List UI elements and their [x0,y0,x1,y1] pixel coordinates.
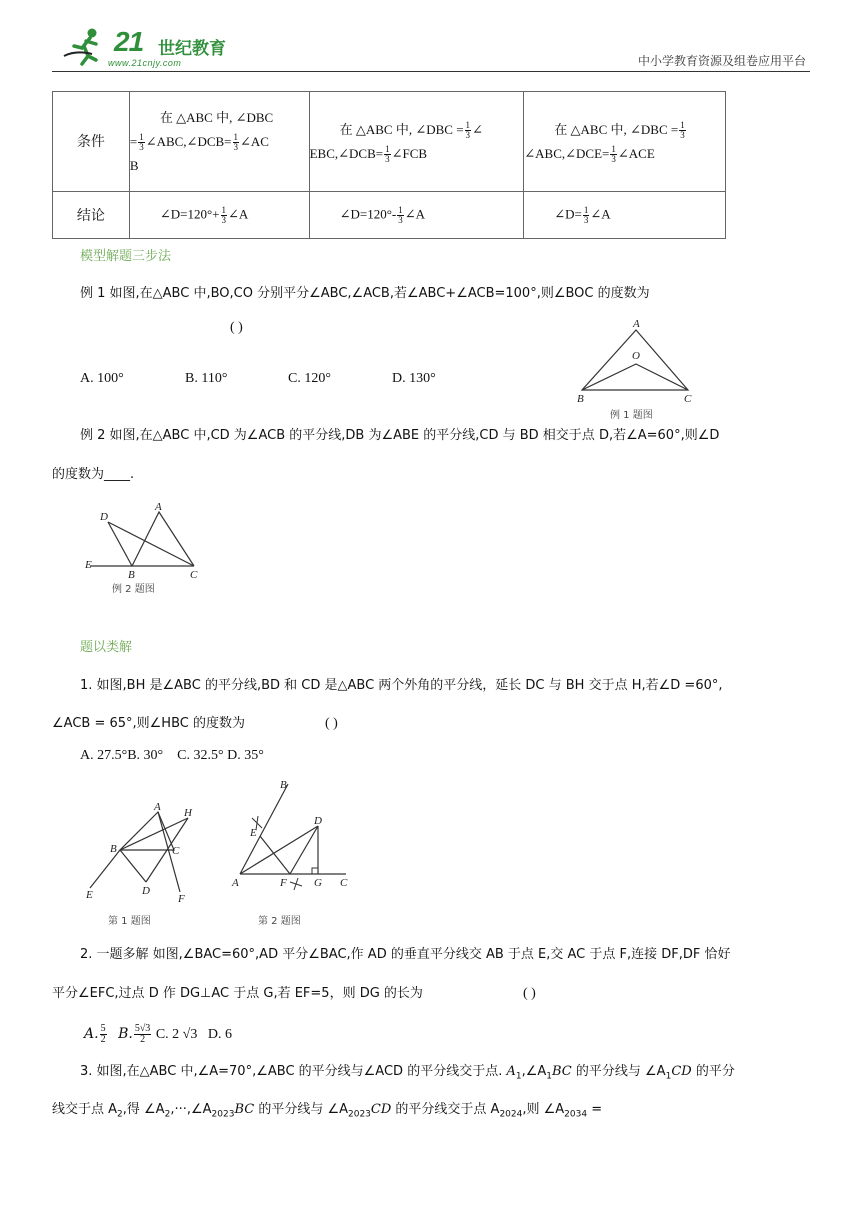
cond1-line2: = $\frac{1}{3}$ ∠ABC,∠DCB= $\frac{1}{3}$ ∠AC [129,132,269,153]
q2fig-label-a: A [232,877,239,889]
table-row-conclusion [53,192,726,239]
q1fig-caption: 第 1 题图 [108,916,151,927]
example2-line2: 的度数为____. [52,467,135,482]
q2fig-label-e: E [250,827,257,839]
q1fig-label-c: C [172,845,180,857]
section-title-model: 模型解题三步法 [80,249,172,264]
fig1-label-a: A [633,318,640,330]
q2fig-label-b: B [280,779,287,791]
cond2-line2: EBC,∠DCB= $\frac{1}{3}$ ∠FCB [309,144,428,165]
question1-paren: ( ) [325,716,338,731]
example1-option-a: A. 100° [80,371,124,386]
q2fig-label-d: D [314,815,322,827]
model-table [52,91,726,239]
fig2-label-a: A [155,501,162,513]
question1-line1: 1. 如图,BH 是∠ABC 的平分线,BD 和 CD 是△ABC 两个外角的平分线，延长 DC 与 BH 交于点 H,若∠D =60°, [80,678,723,693]
condition-cell-3 [524,92,726,192]
platform-name: 中小学教育资源及组卷应用平台 [637,54,806,68]
question1-options: A. 27.5°B. 30° C. 32.5° D. 35° [80,748,264,763]
q1fig-label-d: D [142,885,150,897]
condition-cell-1 [129,92,309,192]
q1fig-label-b: B [110,843,117,855]
row-label-conclusion: 结论 [53,192,130,239]
logo-number: 21 [114,26,144,57]
q1fig-label-f: F [178,893,185,905]
example2-line1: 例 2 如图,在△ABC 中,CD 为∠ACB 的平分线,DB 为∠ABE 的平分线,CD 与 BD 相交于点 D,若∠A=60°,则∠D [80,428,720,443]
example1-option-b: B. 110° [185,371,228,386]
q1fig-label-h: H [184,807,192,819]
question2-paren: ( ) [523,986,536,1001]
q1fig-label-a: A [154,801,161,813]
logo-text: 世纪教育 [158,39,226,59]
logo [62,26,262,68]
cond1-line3: B [129,157,139,173]
q2fig-caption: 第 2 题图 [258,916,301,927]
row-label-condition: 条件 [53,92,130,192]
conclusion-cell-2: ∠D=120°- $\frac{1}{3}$ ∠A [309,192,524,239]
example1-option-d: D. 130° [392,371,436,386]
fig2-label-d: D [100,511,108,523]
table-row-condition [53,92,726,192]
q2fig-label-c: C [340,877,348,889]
fig2-label-c: C [190,569,198,581]
question3-line1: 3. 如图,在△ABC 中,∠A=70°,∠ABC 的平分线与∠ACD 的平分线交于点. $A_1,\angle A_1BC$ 的平分线与 $\angle A_1CD$ 的平分 [80,1064,735,1082]
example1-paren: ( ) [230,320,243,335]
question2-line1: 2. 一题多解 如图,∠BAC=60°,AD 平分∠BAC,作 AD 的垂直平分线交 AB 于点 E,交 AC 于点 F,连接 DF,DF 恰好 [80,947,731,962]
cond3-line2: ∠ABC,∠DCE= $\frac{1}{3}$ ∠ACE [524,144,655,165]
fig2-label-b: B [128,569,135,581]
question1-line2: ∠ACB = 65°,则∠HBC 的度数为 [52,716,245,731]
q1fig-label-e: E [86,889,93,901]
example1-text: 例 1 如图,在△ABC 中,BO,CO 分别平分∠ABC,∠ACB,若∠ABC+∠ACB=100°,则∠BOC 的度数为 [80,286,650,301]
cond2-line1: 在 △ABC 中, ∠DBC = $\frac{1}{3}$ ∠ [339,120,483,141]
question1-figure [82,800,202,932]
fig1-label-o: O [632,350,640,362]
cond3-line1: 在 △ABC 中, ∠DBC = $\frac{1}{3}$ [554,120,685,141]
fig1-label-b: B [577,393,584,405]
fig2-caption: 例 2 题图 [112,584,155,595]
fig2-label-e: E [85,559,92,571]
question3-line2: 线交于点 $A_2$,得 $\angle A_2,\cdot\cdot\cdot,\angle A_{2023}BC$ 的平分线与 $\angle A_{2023}CD$ 的平分线交于点 $A_{2024}$,则 $\angle A_{2034}$ = [52,1102,603,1120]
conclusion-cell-3: ∠D= $\frac{1}{3}$ ∠A [524,192,726,239]
condition-cell-2 [309,92,524,192]
example2-figure [84,500,204,598]
conclusion-cell-1: ∠D=120°+ $\frac{1}{3}$ ∠A [129,192,309,239]
question2-options: A. $\frac{5}{2}$ B. $\frac{5√3}{2}$ C. 2 √3 D. 6 [84,1023,232,1046]
fig1-caption: 例 1 题图 [610,410,653,421]
page-header [52,24,810,72]
section-title-practice: 题以类解 [80,640,133,655]
question2-figure [228,778,358,932]
example1-figure [572,316,700,424]
runner-logo-icon [62,26,110,66]
fig1-label-c: C [684,393,692,405]
q2fig-label-f: F [280,877,287,889]
question2-line2: 平分∠EFC,过点 D 作 DG⊥AC 于点 G,若 EF=5，则 DG 的长为 [52,986,423,1001]
q2fig-label-g: G [314,877,322,889]
cond1-line1: 在 △ABC 中, ∠DBC [159,109,274,125]
example1-option-c: C. 120° [288,371,331,386]
logo-url: www.21cnjy.com [108,58,182,68]
